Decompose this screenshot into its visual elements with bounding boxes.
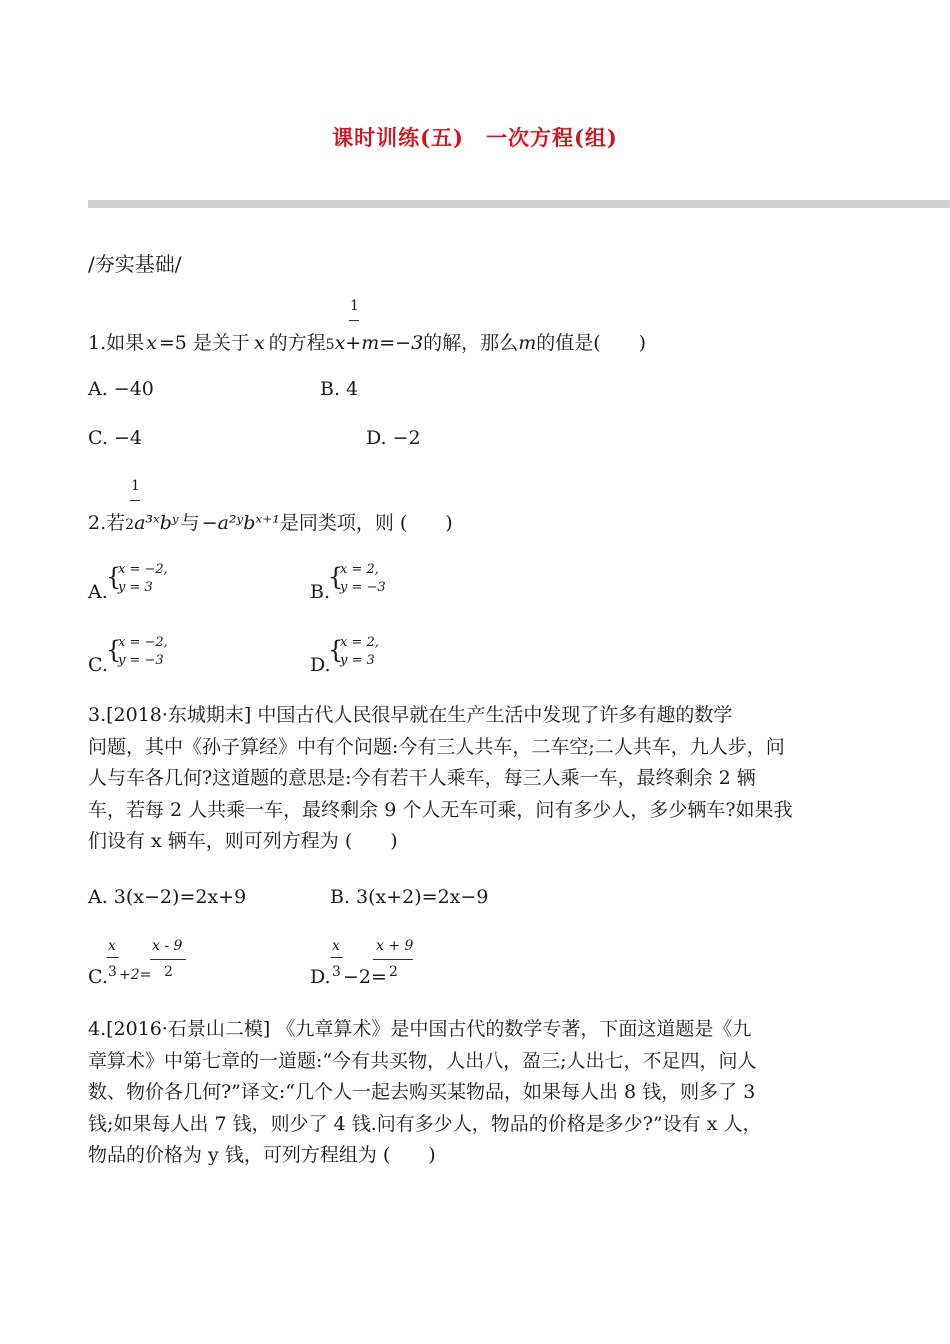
q2-option-d-line-1: x = 2, [340, 635, 379, 650]
q3-option-d-label: D. [310, 966, 331, 988]
q2-option-a-brace: { [106, 563, 122, 591]
q2-fraction-bar [130, 500, 140, 501]
q1-var-x-2: x [253, 332, 265, 354]
q3-option-d-right-denominator: 2 [389, 964, 398, 980]
q2-fraction-numerator: 1 [131, 478, 140, 494]
q3-option-d-numerator: x [332, 938, 340, 954]
q3-line: 3.[2018·东城期末] 中国古代人民很早就在生产生活中发现了许多有趣的数学 [88, 704, 733, 726]
q2-connector: 与 [180, 512, 200, 534]
q1-option-d[interactable]: D. −2 [366, 427, 421, 449]
q2-option-c-label: C. [88, 654, 108, 676]
q1-fraction-numerator: 1 [350, 298, 359, 314]
q2-option-b-line-2: y = −3 [340, 580, 386, 595]
q3-option-b[interactable]: B. 3(x+2)=2x−9 [330, 886, 489, 908]
q2-option-c-line-1: x = −2, [118, 635, 168, 650]
q3-option-d-right-numerator: x + 9 [376, 938, 414, 954]
q3-option-d-right-fraction-bar [373, 959, 413, 960]
q2-option-d-line-2: y = 3 [340, 653, 375, 668]
q3-option-a[interactable]: A. 3(x−2)=2x+9 [88, 886, 247, 908]
q3-option-c-fraction-bar [107, 957, 119, 958]
q3-option-d[interactable] [310, 936, 430, 996]
q2-option-c-line-2: y = −3 [118, 653, 164, 668]
q1-var-m: m [518, 332, 537, 354]
q3-line: 车，若每 2 人共乘一车，最终剩余 9 个人无车可乘，问有多少人，多少辆车?如果我 [88, 798, 793, 821]
q2-stem [88, 508, 453, 535]
page-title: 课时训练(五) 一次方程(组) [332, 125, 618, 150]
q1-var-x: x [146, 332, 157, 354]
q1-tail: 的解，那么 [423, 332, 519, 354]
q3-option-d-fraction-bar [331, 957, 343, 958]
question-3-text [88, 700, 868, 858]
q1-option-b[interactable]: B. 4 [320, 378, 359, 400]
q4-line: 章算术》中第七章的一道题:“今有共买物，人出八，盈三;人出七，不足四，问人 [88, 1049, 757, 1072]
q1-fraction-bar [349, 320, 359, 321]
q1-value: =5 是关于 [158, 332, 250, 354]
q3-option-d-middle: −2= [343, 966, 387, 988]
q1-prefix: 1.如果 [88, 332, 145, 354]
q2-fraction-denominator: 2 [125, 517, 135, 533]
q1-option-a[interactable]: A. −40 [88, 378, 154, 400]
q3-option-c-numerator: x [108, 938, 116, 954]
q1-equation: x+m=−3 [334, 332, 424, 354]
title-divider [88, 200, 950, 208]
q1-option-c[interactable]: C. −4 [88, 427, 142, 449]
q4-line: 钱;如果每人出 7 钱，则少了 4 钱.问有多少人，物品的价格是多少?”设有 x 人， [88, 1112, 762, 1135]
q3-option-c-right-denominator: 2 [164, 964, 173, 980]
q2-option-c-brace: { [106, 636, 122, 664]
q3-option-d-denominator: 3 [332, 964, 341, 980]
q2-option-b-line-1: x = 2, [340, 562, 379, 577]
question-4-text [88, 1014, 868, 1172]
q3-line: 人与车各几何?这道题的意思是:今有若干人乘车，每三人乘一车，最终剩余 2 辆 [88, 767, 756, 789]
q1-stem [88, 328, 646, 355]
q2-option-a-label: A. [88, 581, 108, 603]
q3-line: 问题，其中《孙子算经》中有个问题:今有三人共车，二车空;二人共车，九人步，问 [88, 735, 785, 758]
q3-option-c-right-fraction-bar [150, 959, 186, 960]
q2-option-b-label: B. [310, 581, 331, 603]
q2-option-d-brace: { [328, 636, 344, 664]
q3-option-c-right-numerator: x - 9 [152, 938, 183, 954]
q3-option-c-middle: +2= [119, 967, 152, 983]
q4-line: 4.[2016·石景山二模] 《九章算术》是中国古代的数学专著，下面这道题是《九 [88, 1018, 752, 1040]
q2-option-d-label: D. [310, 654, 331, 676]
q3-option-c-label: C. [88, 966, 108, 988]
q1-equation-label: 的方程 [268, 332, 326, 354]
q3-option-c[interactable] [88, 936, 208, 996]
q4-line: 数、物价各几何?”译文:“几个人一起去购买某物品，如果每人出 8 钱，则多了 3 [88, 1081, 756, 1103]
q3-line: 们设有 x 辆车，则可列方程为 ( ) [88, 830, 398, 852]
q2-option-a-line-1: x = −2, [118, 562, 168, 577]
q2-option-a-line-2: y = 3 [118, 580, 153, 595]
section-heading: /夯实基础/ [88, 252, 182, 276]
q2-term-1: a³ˣbʸ [134, 512, 179, 534]
q2-question: 是同类项，则 ( ) [279, 512, 453, 534]
q1-fraction-denominator: 5 [325, 337, 335, 353]
q2-option-b-brace: { [328, 563, 344, 591]
q2-prefix: 2.若 [88, 512, 126, 534]
q2-term-2: −a²ʸbˣ⁺¹ [201, 512, 280, 534]
q3-option-c-denominator: 3 [108, 964, 117, 980]
q4-line: 物品的价格为 y 钱，可列方程组为 ( ) [88, 1144, 436, 1166]
q1-question: 的值是( ) [536, 332, 647, 354]
